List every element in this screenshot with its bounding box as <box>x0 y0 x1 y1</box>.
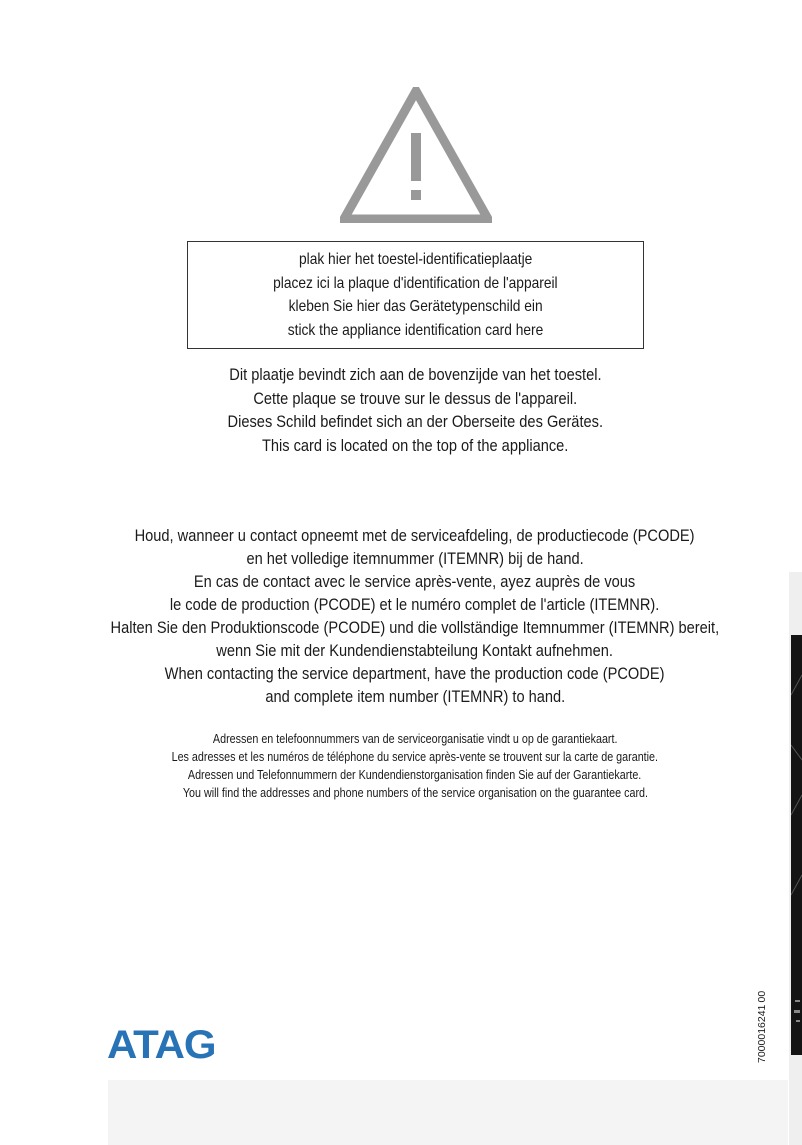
location-note-de: Dieses Schild befindet sich an der Oberseite des Gerätes. <box>227 412 603 431</box>
document-code: 7000016241 00 <box>756 990 768 1063</box>
warning-triangle-icon <box>340 87 492 223</box>
sticker-instruction-fr: placez ici la plaque d'identification de l'appareil <box>273 274 558 292</box>
atag-logo: ATAG <box>107 1023 216 1067</box>
location-note-en: This card is located on the top of the appliance. <box>261 435 569 455</box>
contact-note-line: When contacting the service department, have the production code (PCODE) <box>165 664 665 683</box>
contact-note-line: en het volledige itemnummer (ITEMNR) bij de hand. <box>246 549 584 568</box>
address-note-en: You will find the addresses and phone numbers of the service organisation on the guarantee card. <box>182 786 648 800</box>
contact-note-line: le code de production (PCODE) et le numéro complet de l'article (ITEMNR). <box>170 595 660 614</box>
location-note-nl: Dit plaatje bevindt zich aan de bovenzijde van het toestel. <box>228 365 602 384</box>
sticker-instruction-en: stick the appliance identification card here <box>287 321 544 339</box>
address-note-nl: Adressen en telefoonnummers van de serviceorganisatie vindt u op de garantiekaart. <box>212 732 618 746</box>
location-note-fr: Cette plaque se trouve sur le dessus de l'appareil. <box>253 388 577 408</box>
contact-note-line: Houd, wanneer u contact opneemt met de serviceafdeling, de productiecode (PCODE) <box>135 526 695 545</box>
plate-location-note <box>0 363 802 457</box>
contact-note-line: En cas de contact avec le service après-vente, ayez auprès de vous <box>194 572 636 591</box>
service-address-note <box>0 730 802 802</box>
bottom-shade <box>108 1080 788 1145</box>
service-contact-note <box>0 524 802 708</box>
identification-plate-box <box>187 241 644 349</box>
address-note-fr: Les adresses et les numéros de téléphone du service après-vente se trouvent sur la carte de garantie. <box>171 750 659 764</box>
contact-note-line: and complete item number (ITEMNR) to hand. <box>265 687 565 706</box>
address-note-de: Adressen und Telefonnummern der Kundendienstorganisation finden Sie auf der Garantiekarte. <box>188 768 642 782</box>
sticker-instruction-de: kleben Sie hier das Gerätetypenschild ein <box>288 298 543 315</box>
contact-note-line: wenn Sie mit der Kundendienstabteilung Kontakt aufnehmen. <box>216 641 614 660</box>
sticker-instruction-nl: plak hier het toestel-identificatieplaatje <box>298 251 533 268</box>
contact-note-line: Halten Sie den Produktionscode (PCODE) und die vollständige Itemnummer (ITEMNR) bereit, <box>110 618 720 637</box>
